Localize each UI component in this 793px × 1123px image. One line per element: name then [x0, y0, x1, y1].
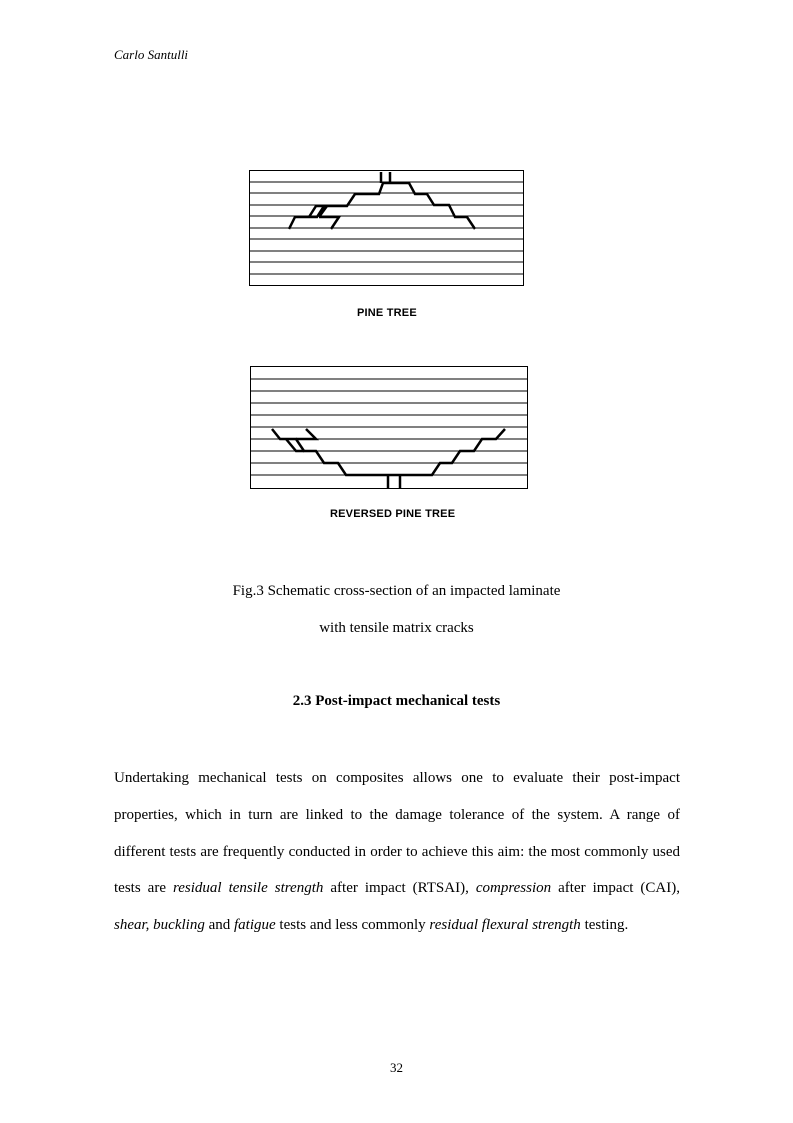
laminate-plies [250, 367, 528, 489]
figure-caption-line1: Fig.3 Schematic cross-section of an impacted laminate [232, 583, 561, 599]
body-paragraph: Undertaking mechanical tests on composites allows one to evaluate their post-impact properties, which in turn are linked to the damage tolerance of the system. A range of different tests are frequently conducted in order to achieve this aim: the most commonly used tests are residual tensile strength after impact (RTSAI), compression after impact (CAI), shear, buckling and fatigue tests and less commonly residual flexural strength testing. [114, 770, 680, 934]
term-compression: compression [475, 880, 552, 897]
term-shear-buckling: shear, buckling [114, 917, 205, 934]
reversed-pine-tree-crack-path [272, 429, 505, 488]
section-title: 2.3 Post-impact mechanical tests [292, 693, 501, 709]
pine-tree-diagram [249, 170, 525, 287]
pine-tree-crack-path [289, 172, 475, 229]
running-header-author: Carlo Santulli [114, 47, 189, 62]
term-fatigue: fatigue [234, 917, 276, 934]
term-residual-tensile-strength: residual tensile strength [172, 880, 324, 897]
term-residual-flexural-strength: residual flexural strength [429, 917, 581, 934]
figure-caption-line2: with tensile matrix cracks [319, 620, 474, 636]
page-number: 32 [390, 1060, 403, 1075]
pine-tree-label: PINE TREE [357, 307, 417, 319]
reversed-pine-tree-label: REVERSED PINE TREE [330, 508, 456, 520]
reversed-pine-tree-diagram [250, 366, 529, 490]
